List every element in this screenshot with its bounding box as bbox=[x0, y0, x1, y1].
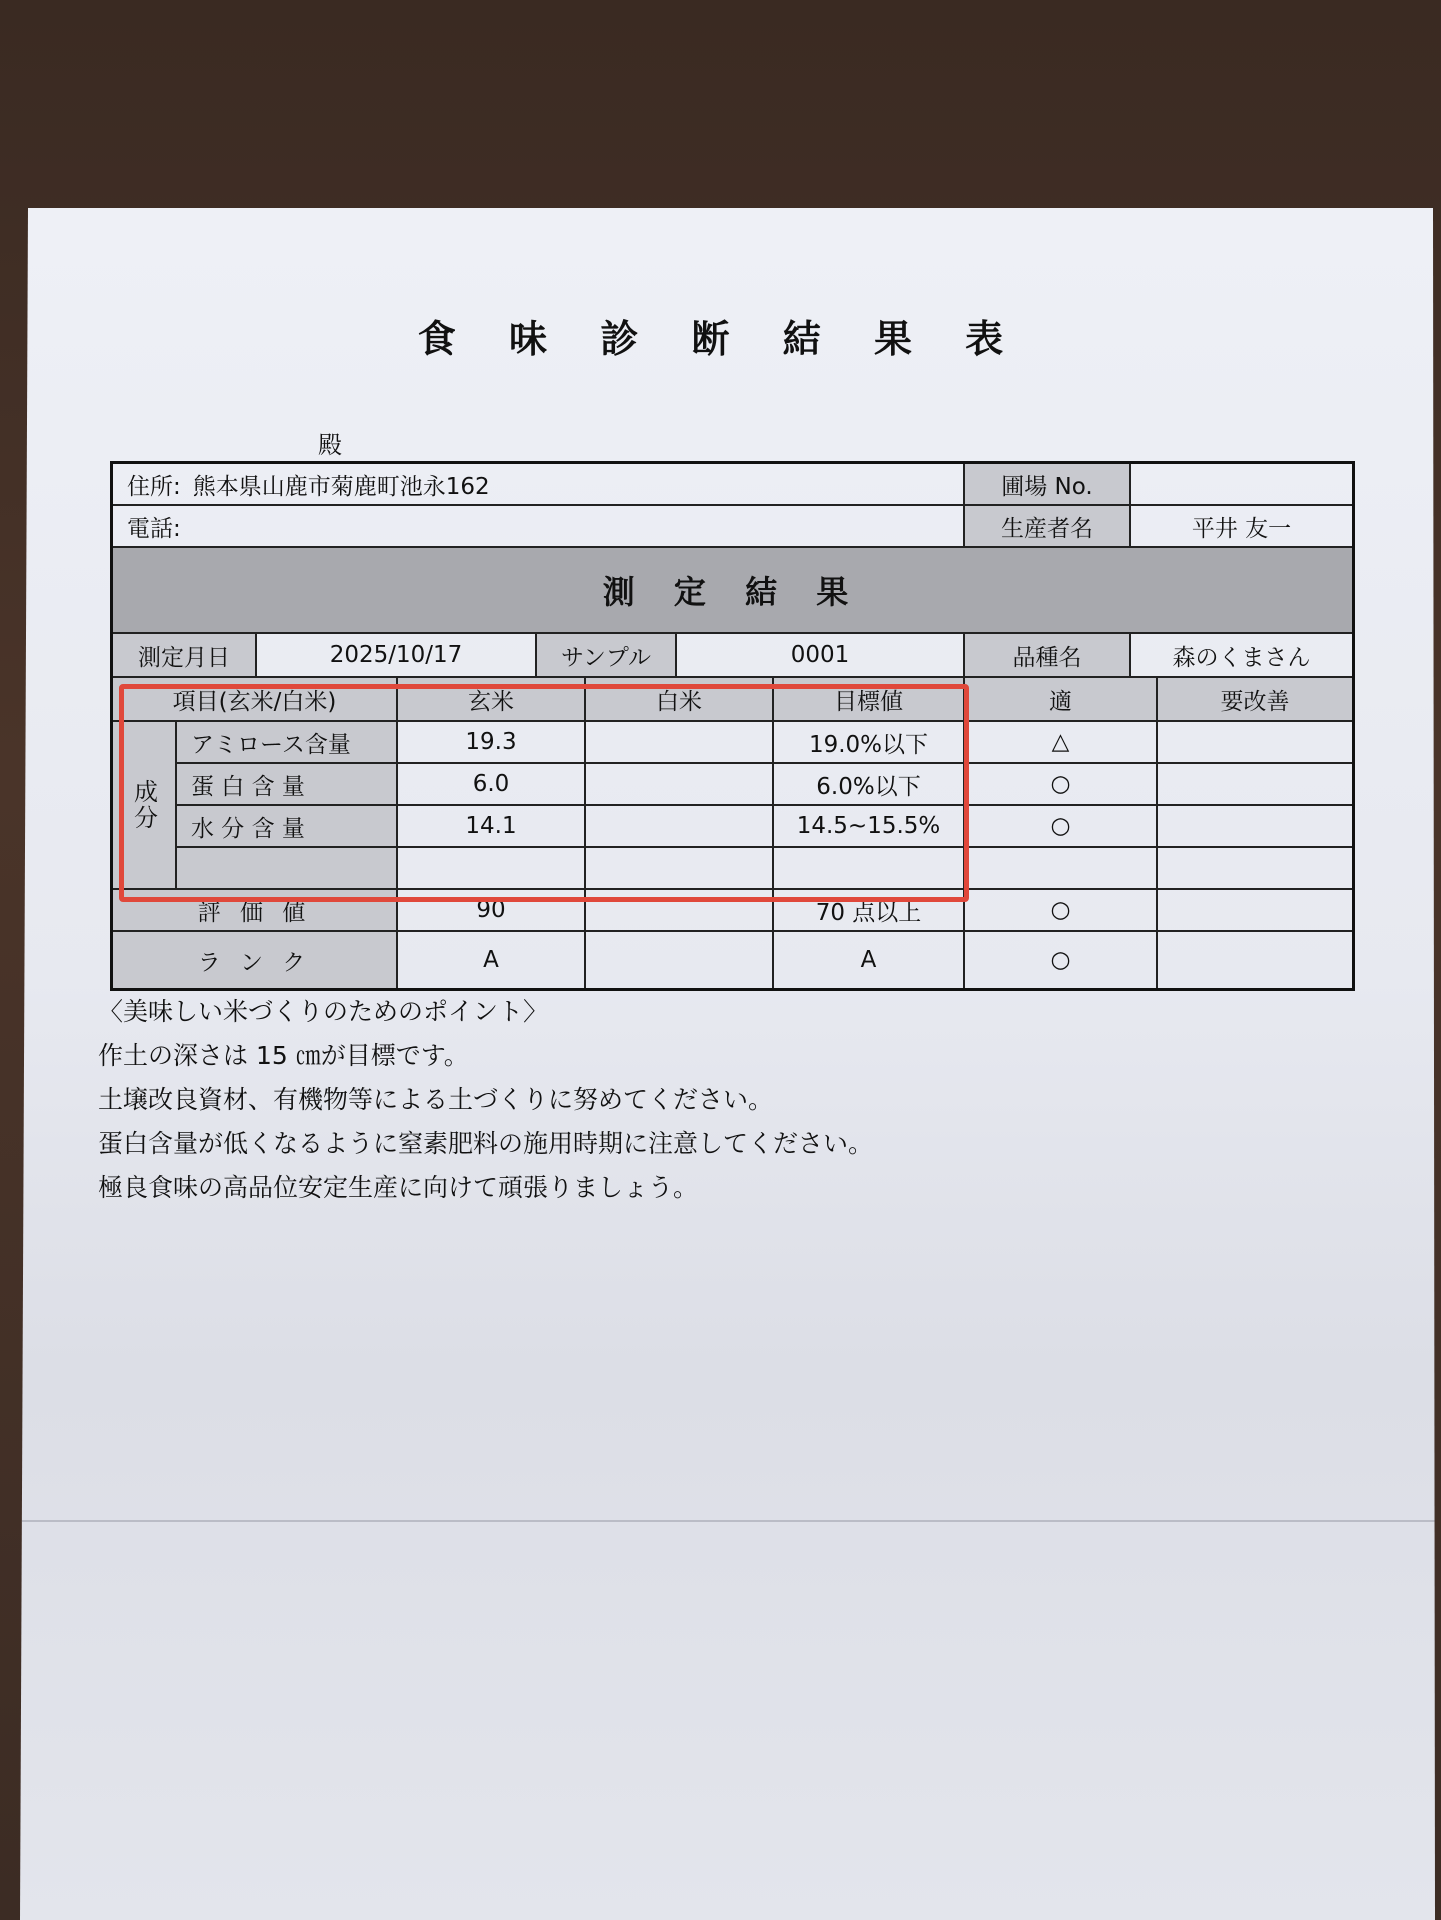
rank-target: A bbox=[774, 932, 965, 988]
variety-value: 森のくまさん bbox=[1131, 634, 1352, 678]
evaluation-suitable: ○ bbox=[965, 890, 1158, 932]
amylose-brown: 19.3 bbox=[398, 722, 586, 764]
empty-improve bbox=[1158, 848, 1352, 890]
section-title: 測 定 結 果 bbox=[113, 548, 1352, 634]
rank-improve bbox=[1158, 932, 1352, 988]
sample-value: 0001 bbox=[677, 634, 965, 678]
producer-value: 平井 友一 bbox=[1131, 506, 1352, 548]
amylose-improve bbox=[1158, 722, 1352, 764]
protein-brown: 6.0 bbox=[398, 764, 586, 806]
protein-target: 6.0%以下 bbox=[774, 764, 965, 806]
highlight-annotation-box bbox=[119, 684, 969, 902]
col-header-brown-rice: 玄米 bbox=[398, 678, 586, 722]
address-label: 住所: bbox=[127, 473, 181, 500]
note-line: 蛋白含量が低くなるように窒素肥料の施用時期に注意してください。 bbox=[98, 1129, 874, 1158]
moisture-brown: 14.1 bbox=[398, 806, 586, 848]
note-line: 作土の深さは 15 ㎝が目標です。 bbox=[98, 1041, 469, 1070]
date-label: 測定月日 bbox=[113, 634, 257, 678]
evaluation-improve bbox=[1158, 890, 1352, 932]
variety-label: 品種名 bbox=[965, 634, 1131, 678]
col-header-white-rice: 白米 bbox=[586, 678, 774, 722]
rank-suitable: ○ bbox=[965, 932, 1158, 988]
field-no-label: 圃場 No. bbox=[965, 464, 1131, 506]
recipient-suffix: 殿 bbox=[318, 431, 342, 459]
moisture-improve bbox=[1158, 806, 1352, 848]
component-label: 成分 bbox=[113, 722, 177, 890]
paper-fold-line bbox=[20, 1520, 1435, 1522]
phone-cell bbox=[113, 506, 965, 548]
moisture-target: 14.5~15.5% bbox=[774, 806, 965, 848]
rank-brown: A bbox=[398, 932, 586, 988]
phone-label: 電話: bbox=[127, 515, 181, 542]
amylose-suitable: △ bbox=[965, 722, 1158, 764]
moisture-suitable: ○ bbox=[965, 806, 1158, 848]
evaluation-brown: 90 bbox=[398, 890, 586, 932]
evaluation-target: 70 点以上 bbox=[774, 890, 965, 932]
notes-heading: 〈美味しい米づくりのためのポイント〉 bbox=[98, 997, 549, 1026]
row-name-protein: 蛋 白 含 量 bbox=[177, 764, 398, 806]
document-title: 食 味 診 断 結 果 表 bbox=[417, 317, 1024, 361]
date-value: 2025/10/17 bbox=[257, 634, 537, 678]
row-name-amylose: アミロース含量 bbox=[177, 722, 398, 764]
col-header-suitable: 適 bbox=[965, 678, 1158, 722]
address-cell bbox=[113, 464, 965, 506]
col-header-item: 項目(玄米/白米) bbox=[113, 678, 398, 722]
row-name-evaluation: 評 価 値 bbox=[113, 890, 398, 932]
sample-label: サンプル bbox=[537, 634, 677, 678]
amylose-target: 19.0%以下 bbox=[774, 722, 965, 764]
protein-suitable: ○ bbox=[965, 764, 1158, 806]
field-no-value bbox=[1131, 464, 1352, 506]
protein-improve bbox=[1158, 764, 1352, 806]
row-name-rank: ラ ン ク bbox=[113, 932, 398, 988]
empty-suitable bbox=[965, 848, 1158, 890]
note-line: 極良食味の高品位安定生産に向けて頑張りましょう。 bbox=[98, 1173, 699, 1202]
producer-label: 生産者名 bbox=[965, 506, 1131, 548]
col-header-improve: 要改善 bbox=[1158, 678, 1352, 722]
address-value: 熊本県山鹿市菊鹿町池永162 bbox=[192, 473, 490, 500]
col-header-target: 目標値 bbox=[774, 678, 965, 722]
row-name-moisture: 水 分 含 量 bbox=[177, 806, 398, 848]
advice-notes bbox=[98, 990, 873, 1210]
rank-white bbox=[586, 932, 774, 988]
note-line: 土壌改良資材、有機物等による土づくりに努めてください。 bbox=[98, 1085, 774, 1114]
